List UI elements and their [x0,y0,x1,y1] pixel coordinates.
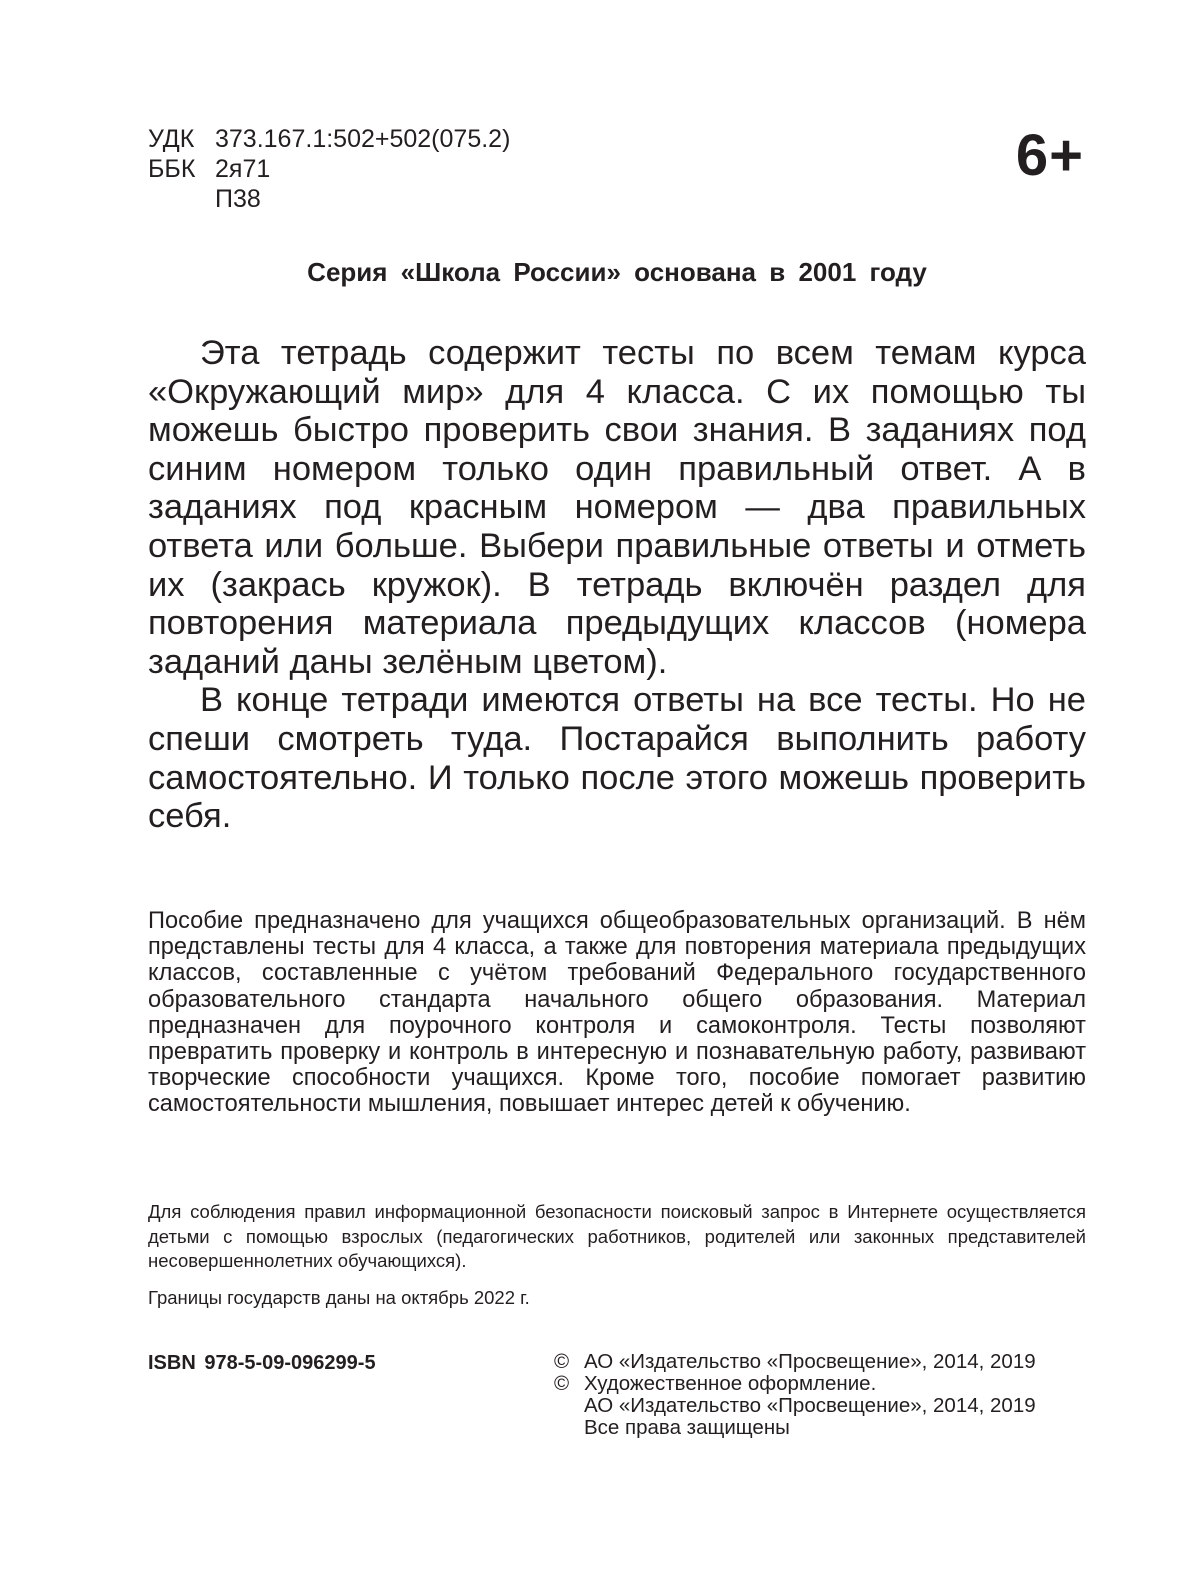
copyright-publisher: АО «Издательство «Просвещение», 2014, 2019 [584,1350,1036,1373]
intro-text [148,334,1086,836]
copyright-rights: Все права защищены [584,1416,790,1439]
copyright-block [554,1351,1086,1439]
copyright-line-1 [554,1351,1086,1373]
author-code-row [148,184,510,214]
bbk-label: ББК [148,155,196,183]
isbn: ISBN 978-5-09-096299-5 [148,1352,376,1374]
bbk-row [148,154,510,184]
copyright-symbol: © [554,1372,570,1395]
copyright-symbol: © [554,1350,570,1373]
description-paragraph: Пособие предназначено для учащихся общеобразовательных организаций. В нём представлены тесты для 4 класса, а также для повторения материала предыдущих классов, составленные с учётом требований Федерального государственного образовательного стандарта начального общего образования. Материал предназначен для поурочного контроля и самоконтроля. Тесты позволяют превратить проверку и контроль в интересную и познавательную работу, развивают творческие способности учащихся. Кроме того, пособие помогает развитию самостоятельности мышления, повышает интерес детей к обучению. [148,908,1086,1118]
classification-block [148,124,510,214]
copyright-art-design: Художественное оформление. [584,1372,877,1395]
author-code: П38 [215,185,261,213]
copyright-art-publisher: АО «Издательство «Просвещение», 2014, 2019 [584,1394,1036,1417]
bbk-value: 2я71 [215,155,271,183]
udk-label: УДК [148,125,195,153]
udk-value: 373.167.1:502+502(075.2) [215,125,511,153]
age-rating: 6+ [1015,123,1084,188]
borders-note: Границы государств даны на октябрь 2022 г. [148,1287,530,1308]
safety-notice [148,1200,1086,1274]
safety-notice-text: Для соблюдения правил информационной безопасности поисковый запрос в Интернете осуществляется детьми с помощью взрослых (педагогических работников, родителей или законных представителей несовершеннолетних обучающихся). [148,1201,1086,1271]
description-text [148,908,1086,1118]
series-line: Серия «Школа России» основана в 2001 году [307,257,927,287]
intro-paragraph-2: В конце тетради имеются ответы на все тесты. Но не спеши смотреть туда. Постарайся выполнить работу самостоятельно. И только после этого можешь проверить себя. [148,681,1086,836]
intro-paragraph-1: Эта тетрадь содержит тесты по всем темам курса «Окружающий мир» для 4 класса. С их помощью ты можешь быстро проверить свои знания. В заданиях под синим номером только один правильный ответ. А в заданиях под красным номером — два правильных ответа или больше. Выбери правильные ответы и отметь их (закрась кружок). В тетрадь включён раздел для повторения материала предыдущих классов (номера заданий даны зелёным цветом). [148,334,1086,681]
copyright-line-2 [554,1373,1086,1395]
copyright-line-3 [554,1395,1086,1417]
copyright-line-4 [554,1417,1086,1439]
udk-row [148,124,510,154]
